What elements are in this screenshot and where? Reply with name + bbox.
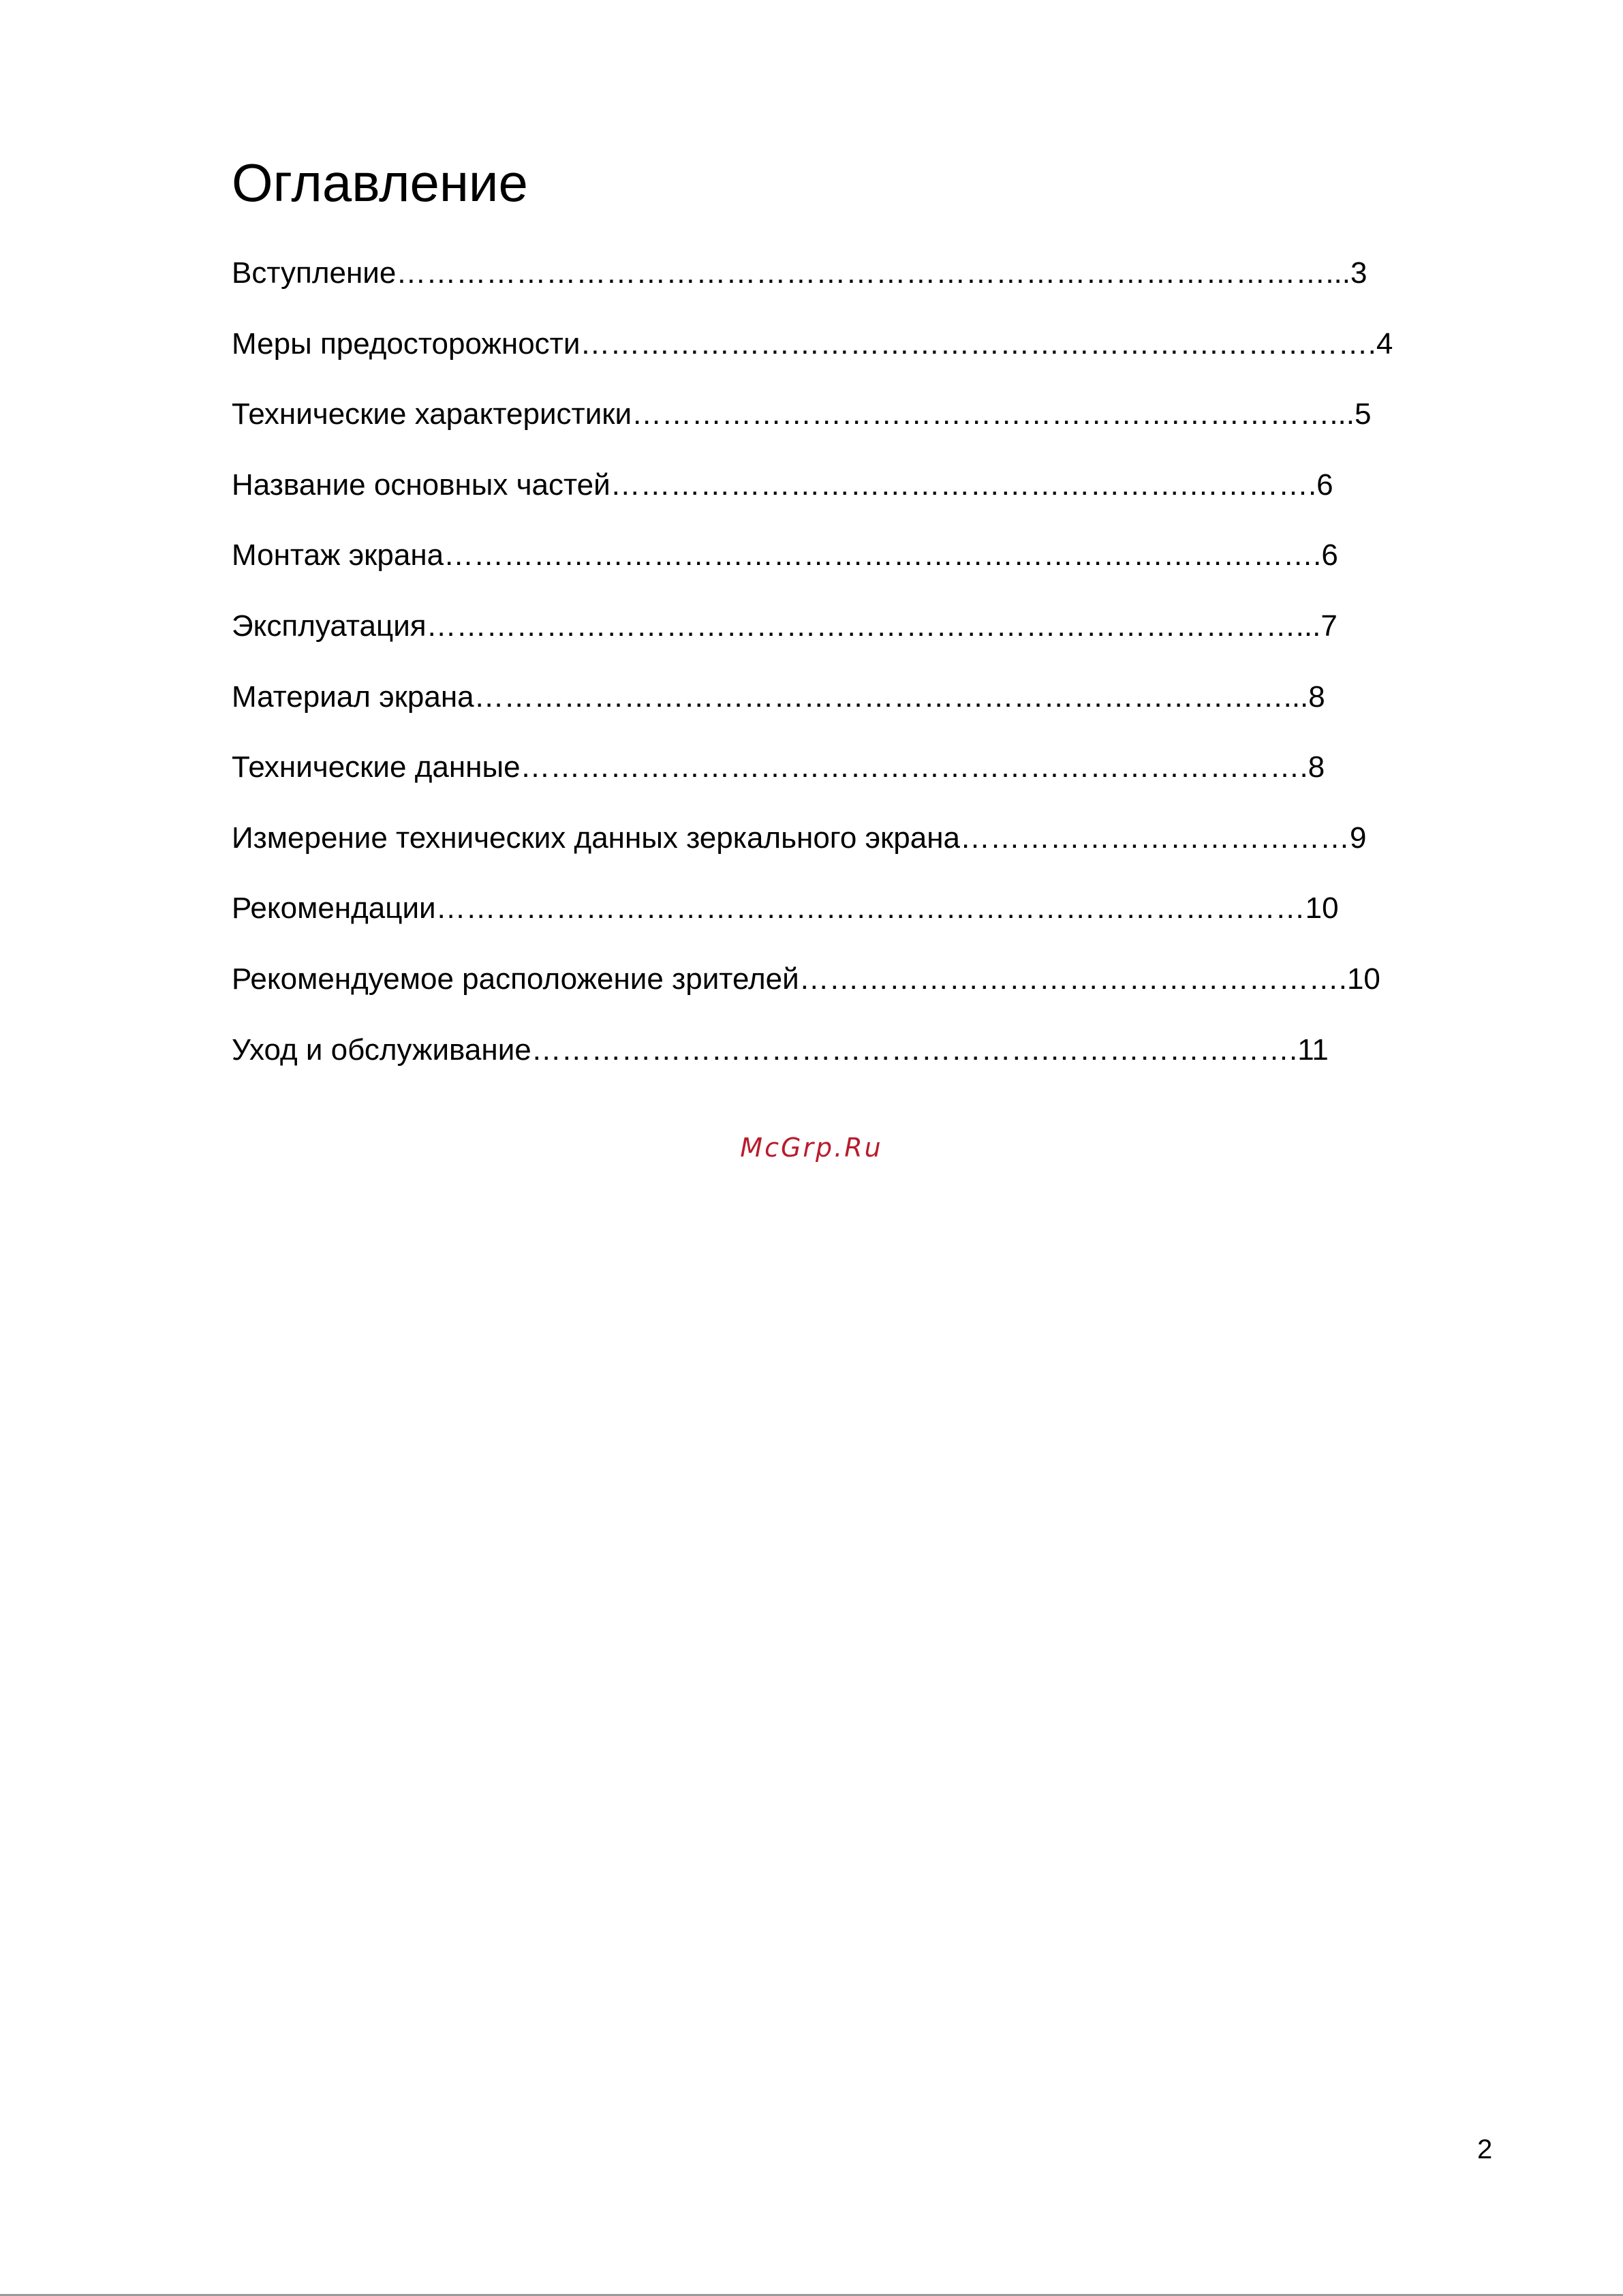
toc-entry[interactable] bbox=[232, 1026, 1506, 1097]
toc-entry[interactable] bbox=[232, 602, 1506, 673]
toc-entry-title: Название основных частей bbox=[232, 468, 610, 502]
toc-page-number: 6 bbox=[1316, 468, 1333, 502]
toc-page-number: 5 bbox=[1355, 397, 1372, 431]
toc-leader-dots: ……………………………………………………………………………... bbox=[426, 609, 1321, 643]
toc-entry[interactable] bbox=[232, 884, 1506, 955]
toc-page-number: 6 bbox=[1321, 538, 1338, 572]
toc-page-number: 8 bbox=[1308, 679, 1325, 714]
toc-entry[interactable] bbox=[232, 461, 1506, 532]
toc-leader-dots: ………………………………………………….…………. bbox=[610, 468, 1317, 502]
toc-page-number: 7 bbox=[1320, 609, 1338, 643]
page-title: Оглавление bbox=[232, 153, 528, 213]
watermark: McGrp.Ru bbox=[740, 1133, 883, 1163]
toc-leader-dots: …………………………………………….……………………. bbox=[531, 1032, 1298, 1067]
toc-entry[interactable] bbox=[232, 955, 1506, 1026]
toc-entry-title: Рекомендации bbox=[232, 891, 436, 925]
toc-entry-title: Измерение технических данных зеркального экрана bbox=[232, 821, 960, 855]
toc-leader-dots: ……………………………………………………………………………. bbox=[444, 538, 1322, 572]
toc-entry-title: Монтаж экрана bbox=[232, 538, 444, 572]
toc-page-number: 3 bbox=[1350, 256, 1367, 290]
toc-page-number: 9 bbox=[1349, 821, 1367, 855]
toc-page-number: 8 bbox=[1308, 750, 1325, 784]
toc-entry-title: Вступление bbox=[232, 256, 397, 290]
toc-entry-title: Меры предосторожности bbox=[232, 326, 581, 361]
toc-entry-title: Материал экрана bbox=[232, 679, 474, 714]
toc-leader-dots: …………………………………………………………………………… bbox=[435, 891, 1305, 925]
toc-entry[interactable] bbox=[232, 249, 1506, 320]
toc-page-number: 11 bbox=[1297, 1032, 1329, 1067]
toc-entry[interactable] bbox=[232, 743, 1506, 814]
toc-leader-dots: ……………………………………………………………………. bbox=[520, 750, 1308, 784]
toc-entry[interactable] bbox=[232, 531, 1506, 602]
table-of-contents bbox=[232, 249, 1506, 1096]
toc-leader-dots: …………………………………………………………………………………... bbox=[396, 256, 1350, 290]
toc-entry-title: Эксплуатация bbox=[232, 609, 427, 643]
toc-page-number: 10 bbox=[1305, 891, 1339, 925]
toc-page-number: 4 bbox=[1376, 326, 1393, 361]
toc-page-number: 10 bbox=[1346, 962, 1380, 996]
toc-entry[interactable] bbox=[232, 390, 1506, 461]
toc-entry[interactable] bbox=[232, 814, 1506, 885]
toc-entry-title: Технические данные bbox=[232, 750, 521, 784]
toc-entry-title: Рекомендуемое расположение зрителей bbox=[232, 962, 799, 996]
toc-entry-title: Технические характеристики bbox=[232, 397, 632, 431]
toc-entry[interactable] bbox=[232, 320, 1506, 391]
page-number: 2 bbox=[1477, 2134, 1493, 2164]
toc-leader-dots: ……………………………………………………….……………. bbox=[580, 326, 1376, 361]
toc-entry-title: Уход и обслуживание bbox=[232, 1032, 531, 1067]
toc-leader-dots: ………………………………………………. bbox=[799, 962, 1347, 996]
toc-entry[interactable] bbox=[232, 673, 1506, 744]
toc-leader-dots: ………………………………… bbox=[959, 821, 1350, 855]
toc-leader-dots: ………………………………………………………………………... bbox=[474, 679, 1309, 714]
toc-leader-dots: ……………………………………………….……………... bbox=[632, 397, 1355, 431]
